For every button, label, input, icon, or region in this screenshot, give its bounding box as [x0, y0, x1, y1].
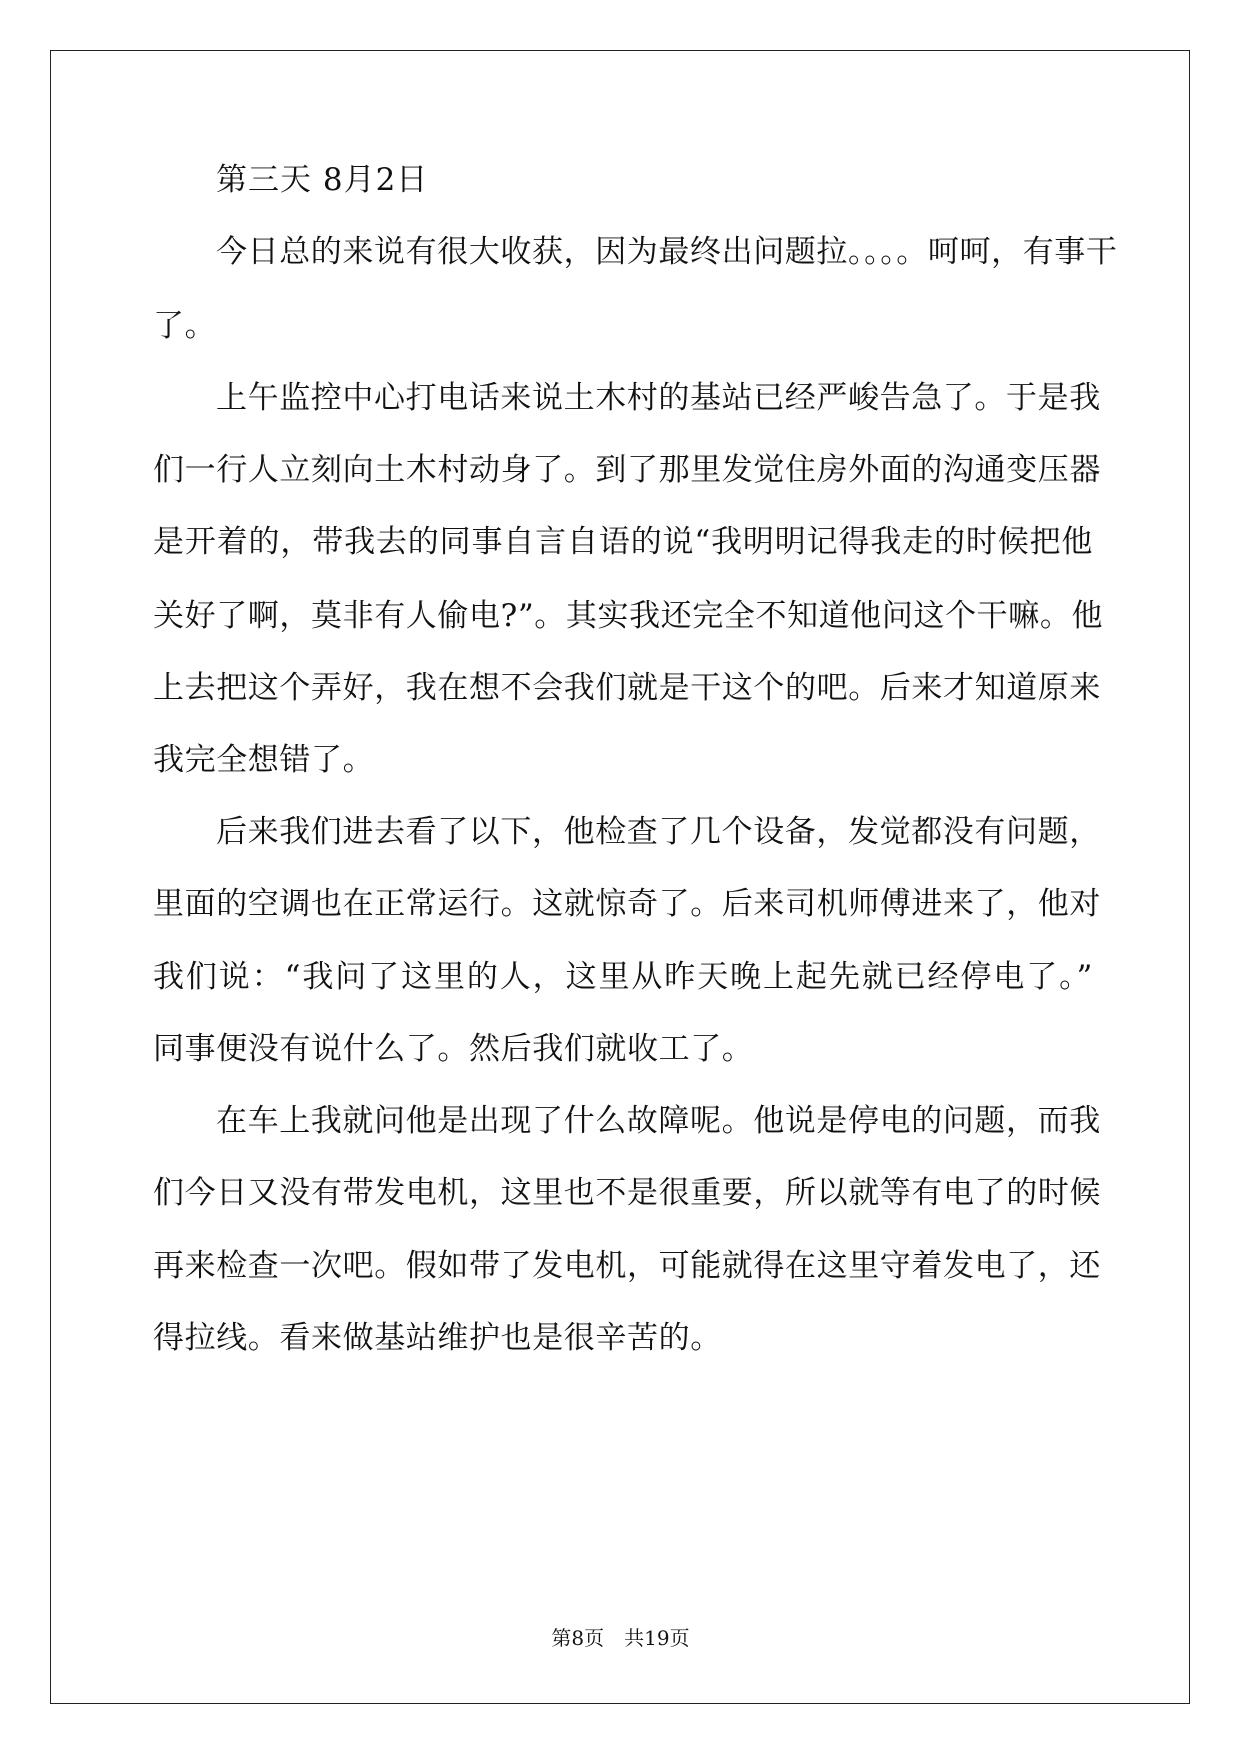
text-line: 里面的空调也在正常运行。这就惊奇了。后来司机师傅进来了，他对	[153, 886, 1101, 922]
text-line: 上午监控中心打电话来说土木村的基站已经严峻告急了。于是我	[216, 380, 1101, 416]
text-line: 我们说：“我问了这里的人，这里从昨天晚上起先就已经停电了。”	[153, 959, 1093, 995]
heading-date: 第三天 8月2日	[216, 162, 429, 198]
text-line: 后来我们进去看了以下，他检查了几个设备，发觉都没有问题，	[216, 814, 1101, 850]
text-line: 在车上我就问他是出现了什么故障呢。他说是停电的问题，而我	[216, 1103, 1101, 1139]
text-line: 上去把这个弄好，我在想不会我们就是干这个的吧。后来才知道原来	[153, 670, 1101, 706]
page-total: 共19页	[624, 1626, 690, 1650]
text-line: 们今日又没有带发电机，这里也不是很重要，所以就等有电了的时候	[153, 1175, 1101, 1211]
text-line: 同事便没有说什么了。然后我们就收工了。	[153, 1031, 754, 1067]
text-line: 是开着的，带我去的同事自言自语的说“我明明记得我走的时候把他	[153, 524, 1093, 560]
page-border	[50, 50, 1190, 1704]
text-line: 再来检查一次吧。假如带了发电机，可能就得在这里守着发电了，还	[153, 1248, 1101, 1284]
text-line: 了。	[153, 308, 217, 344]
text-line: 关好了啊，莫非有人偷电?”。其实我还完全不知道他问这个干嘛。他	[153, 598, 1104, 634]
text-line: 我完全想错了。	[153, 742, 375, 778]
text-line: 们一行人立刻向土木村动身了。到了那里发觉住房外面的沟通变压器	[153, 452, 1101, 488]
page-footer	[0, 1626, 1241, 1650]
page-number: 第8页	[551, 1626, 605, 1650]
text-line: 今日总的来说有很大收获，因为最终出问题拉。。。。呵呵，有事干	[216, 234, 1118, 270]
text-line: 得拉线。看来做基站维护也是很辛苦的。	[153, 1320, 722, 1356]
